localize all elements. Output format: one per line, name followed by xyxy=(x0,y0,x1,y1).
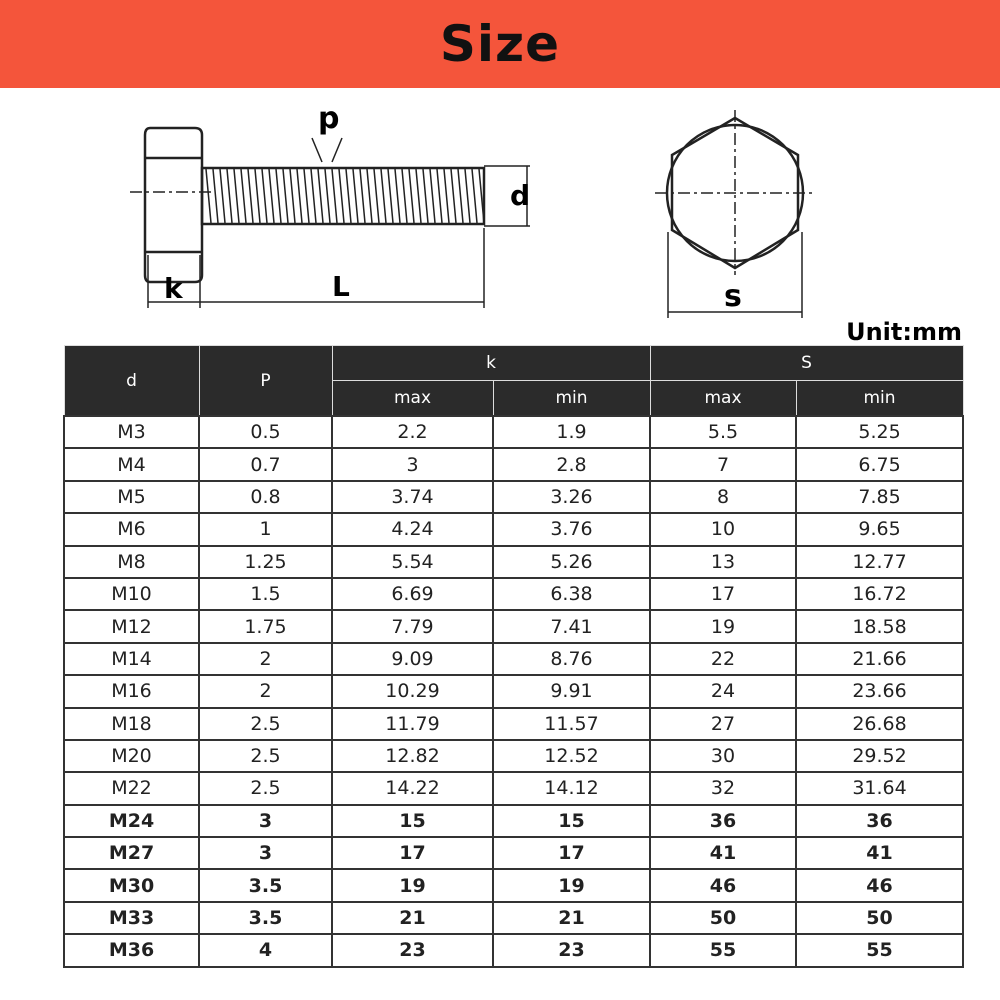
cell-p: 0.7 xyxy=(199,448,332,480)
table-row xyxy=(64,675,963,707)
cell-s-max: 22 xyxy=(650,643,796,675)
cell-k-min: 3.26 xyxy=(493,481,650,513)
cell-d: M3 xyxy=(64,416,199,448)
table-row xyxy=(64,610,963,642)
cell-k-max: 3 xyxy=(332,448,493,480)
cell-s-max: 17 xyxy=(650,578,796,610)
label-k: k xyxy=(164,272,183,305)
cell-k-min: 5.26 xyxy=(493,546,650,578)
table-row xyxy=(64,546,963,578)
cell-s-min: 7.85 xyxy=(796,481,963,513)
cell-d: M27 xyxy=(64,837,199,869)
cell-s-min: 55 xyxy=(796,934,963,966)
cell-k-max: 10.29 xyxy=(332,675,493,707)
cell-k-min: 2.8 xyxy=(493,448,650,480)
table-row xyxy=(64,902,963,934)
cell-k-min: 11.57 xyxy=(493,708,650,740)
header-p: P xyxy=(199,346,332,417)
cell-k-max: 2.2 xyxy=(332,416,493,448)
table-row xyxy=(64,578,963,610)
cell-p: 3 xyxy=(199,837,332,869)
page-title: Size xyxy=(439,15,561,73)
label-L: L xyxy=(332,270,350,303)
cell-k-max: 7.79 xyxy=(332,610,493,642)
cell-k-min: 7.41 xyxy=(493,610,650,642)
cell-p: 3 xyxy=(199,805,332,837)
cell-p: 1 xyxy=(199,513,332,545)
header-k-max: max xyxy=(332,381,493,417)
cell-k-min: 8.76 xyxy=(493,643,650,675)
table-row xyxy=(64,805,963,837)
cell-p: 3.5 xyxy=(199,869,332,901)
cell-s-min: 41 xyxy=(796,837,963,869)
cell-k-max: 12.82 xyxy=(332,740,493,772)
cell-s-min: 36 xyxy=(796,805,963,837)
table-row xyxy=(64,513,963,545)
cell-s-min: 31.64 xyxy=(796,772,963,804)
cell-k-max: 4.24 xyxy=(332,513,493,545)
cell-k-max: 9.09 xyxy=(332,643,493,675)
cell-d: M5 xyxy=(64,481,199,513)
cell-k-max: 11.79 xyxy=(332,708,493,740)
cell-p: 2 xyxy=(199,675,332,707)
cell-k-max: 14.22 xyxy=(332,772,493,804)
cell-s-min: 18.58 xyxy=(796,610,963,642)
header-d: d xyxy=(64,346,199,417)
header-k: k xyxy=(332,346,650,381)
cell-d: M8 xyxy=(64,546,199,578)
label-p: p xyxy=(318,101,340,136)
cell-s-max: 10 xyxy=(650,513,796,545)
cell-k-min: 3.76 xyxy=(493,513,650,545)
cell-k-max: 19 xyxy=(332,869,493,901)
cell-p: 1.25 xyxy=(199,546,332,578)
cell-p: 3.5 xyxy=(199,902,332,934)
unit-label: Unit:mm xyxy=(846,318,962,346)
cell-p: 1.5 xyxy=(199,578,332,610)
cell-k-min: 1.9 xyxy=(493,416,650,448)
cell-s-min: 12.77 xyxy=(796,546,963,578)
cell-s-min: 16.72 xyxy=(796,578,963,610)
cell-p: 1.75 xyxy=(199,610,332,642)
cell-s-min: 6.75 xyxy=(796,448,963,480)
header-k-min: min xyxy=(493,381,650,417)
cell-s-max: 24 xyxy=(650,675,796,707)
cell-d: M30 xyxy=(64,869,199,901)
cell-s-max: 19 xyxy=(650,610,796,642)
cell-d: M24 xyxy=(64,805,199,837)
header-s-min: min xyxy=(796,381,963,417)
table-row xyxy=(64,708,963,740)
cell-d: M12 xyxy=(64,610,199,642)
cell-k-min: 14.12 xyxy=(493,772,650,804)
cell-s-max: 32 xyxy=(650,772,796,804)
cell-k-min: 9.91 xyxy=(493,675,650,707)
cell-k-min: 23 xyxy=(493,934,650,966)
cell-d: M33 xyxy=(64,902,199,934)
cell-s-min: 5.25 xyxy=(796,416,963,448)
cell-k-min: 6.38 xyxy=(493,578,650,610)
cell-d: M18 xyxy=(64,708,199,740)
cell-s-min: 26.68 xyxy=(796,708,963,740)
table-row xyxy=(64,643,963,675)
cell-p: 0.5 xyxy=(199,416,332,448)
size-table xyxy=(63,345,964,968)
cell-p: 2 xyxy=(199,643,332,675)
cell-s-min: 50 xyxy=(796,902,963,934)
table-row xyxy=(64,837,963,869)
cell-s-max: 55 xyxy=(650,934,796,966)
cell-k-max: 6.69 xyxy=(332,578,493,610)
cell-k-max: 21 xyxy=(332,902,493,934)
header-s: S xyxy=(650,346,963,381)
table-row xyxy=(64,772,963,804)
cell-d: M14 xyxy=(64,643,199,675)
cell-k-max: 15 xyxy=(332,805,493,837)
cell-p: 0.8 xyxy=(199,481,332,513)
table-row xyxy=(64,448,963,480)
cell-s-max: 5.5 xyxy=(650,416,796,448)
cell-d: M10 xyxy=(64,578,199,610)
cell-s-max: 50 xyxy=(650,902,796,934)
bolt-side-view xyxy=(130,128,530,308)
cell-s-min: 23.66 xyxy=(796,675,963,707)
cell-k-max: 17 xyxy=(332,837,493,869)
cell-s-min: 46 xyxy=(796,869,963,901)
cell-d: M16 xyxy=(64,675,199,707)
cell-p: 2.5 xyxy=(199,740,332,772)
cell-s-max: 8 xyxy=(650,481,796,513)
bolt-dimension-diagram xyxy=(0,88,1000,343)
cell-s-max: 46 xyxy=(650,869,796,901)
cell-p: 4 xyxy=(199,934,332,966)
cell-k-min: 15 xyxy=(493,805,650,837)
cell-k-min: 19 xyxy=(493,869,650,901)
cell-k-max: 3.74 xyxy=(332,481,493,513)
cell-p: 2.5 xyxy=(199,772,332,804)
cell-k-max: 5.54 xyxy=(332,546,493,578)
table-row xyxy=(64,416,963,448)
cell-s-max: 36 xyxy=(650,805,796,837)
cell-s-max: 27 xyxy=(650,708,796,740)
cell-s-max: 30 xyxy=(650,740,796,772)
cell-k-min: 12.52 xyxy=(493,740,650,772)
cell-d: M4 xyxy=(64,448,199,480)
table-row xyxy=(64,934,963,966)
title-banner xyxy=(0,0,1000,88)
cell-k-min: 17 xyxy=(493,837,650,869)
label-d: d xyxy=(510,179,531,212)
table-row xyxy=(64,869,963,901)
cell-p: 2.5 xyxy=(199,708,332,740)
header-s-max: max xyxy=(650,381,796,417)
cell-s-min: 9.65 xyxy=(796,513,963,545)
cell-s-max: 7 xyxy=(650,448,796,480)
label-s: s xyxy=(724,279,742,314)
cell-d: M20 xyxy=(64,740,199,772)
cell-s-min: 21.66 xyxy=(796,643,963,675)
table-row xyxy=(64,481,963,513)
cell-k-min: 21 xyxy=(493,902,650,934)
cell-d: M6 xyxy=(64,513,199,545)
cell-d: M22 xyxy=(64,772,199,804)
cell-k-max: 23 xyxy=(332,934,493,966)
cell-d: M36 xyxy=(64,934,199,966)
cell-s-min: 29.52 xyxy=(796,740,963,772)
table-row xyxy=(64,740,963,772)
cell-s-max: 13 xyxy=(650,546,796,578)
cell-s-max: 41 xyxy=(650,837,796,869)
